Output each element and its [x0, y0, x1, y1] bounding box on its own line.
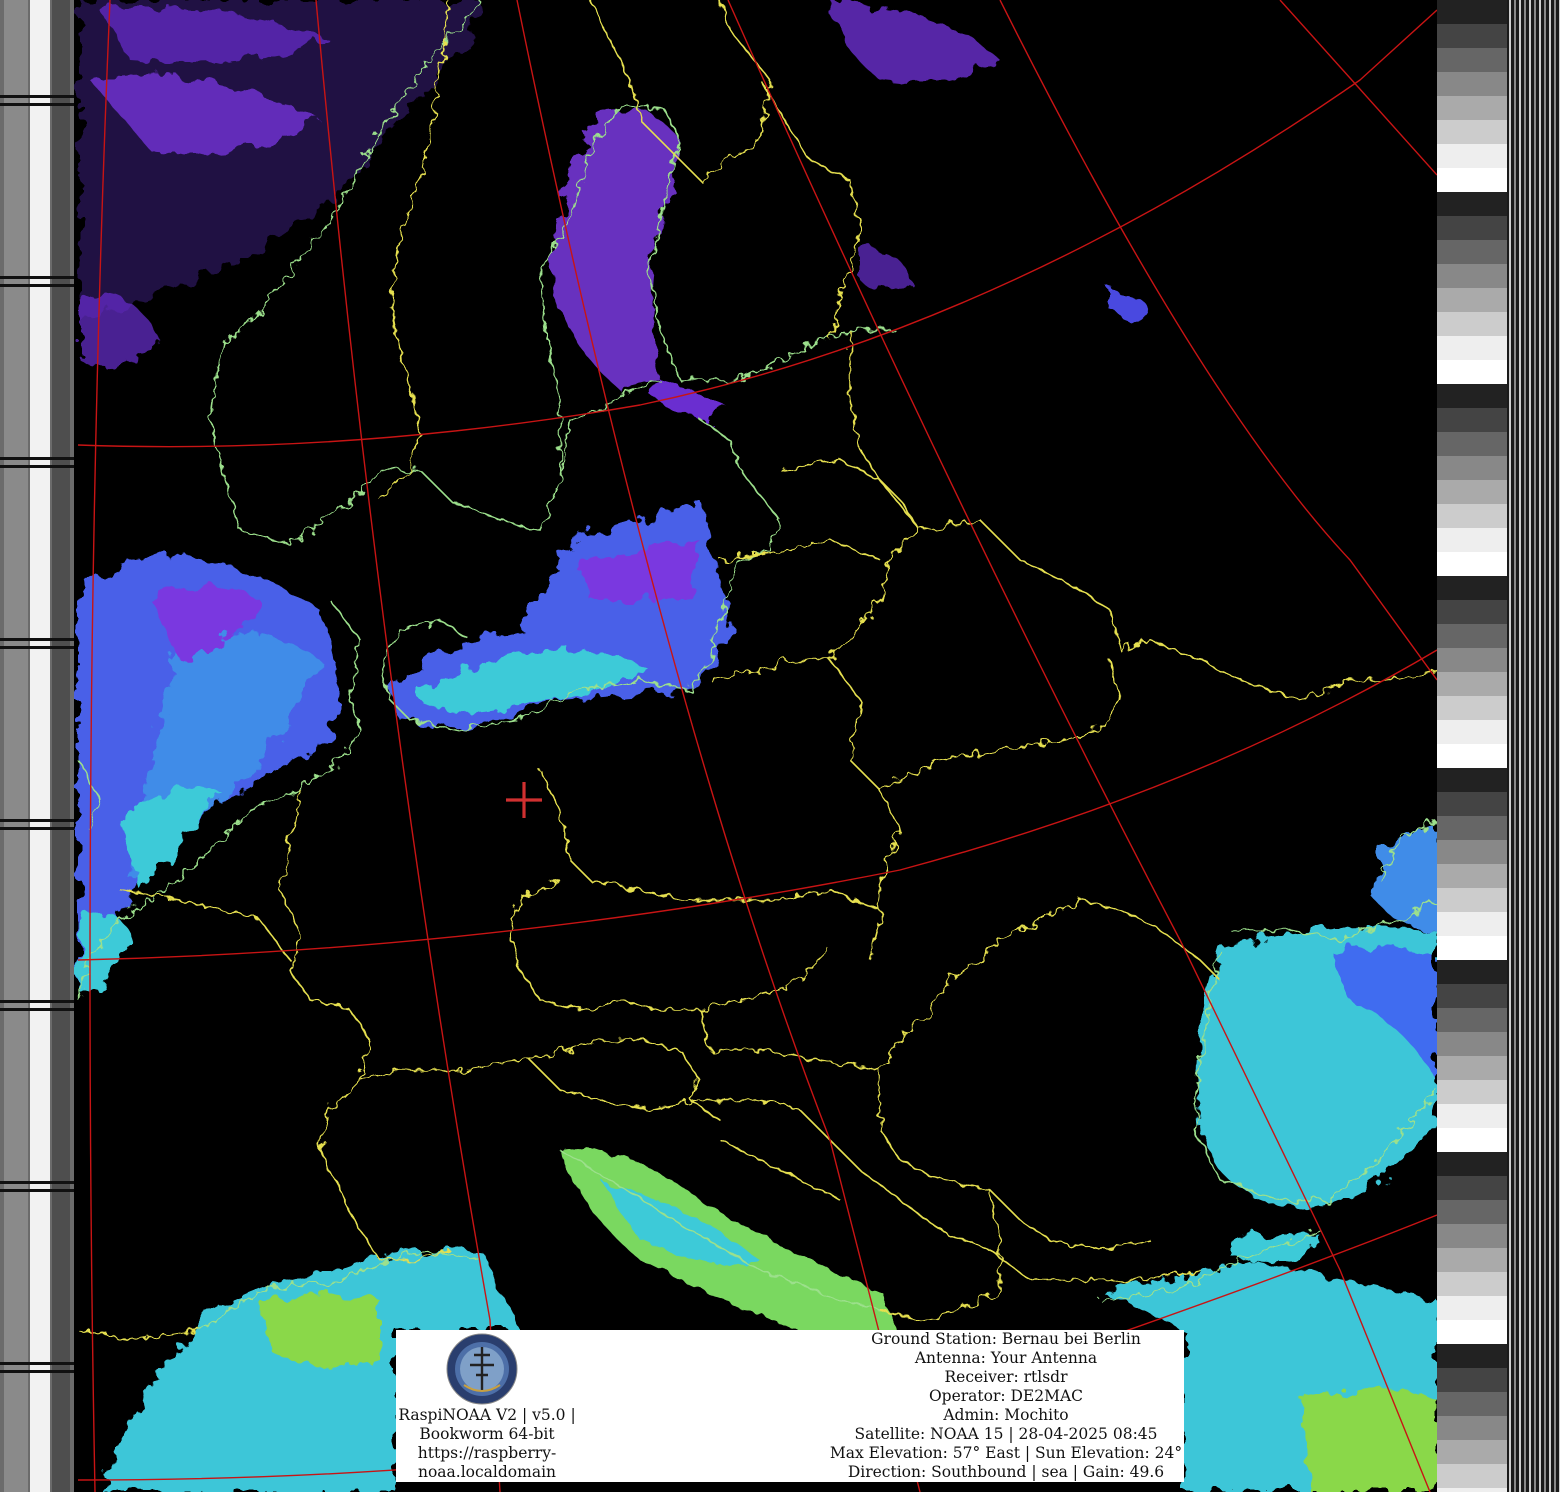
elevation-label: Max Elevation: 57° East | Sun Elevation: 24° — [829, 1444, 1183, 1462]
ground-station-label: Ground Station: Bernau bei Berlin — [871, 1330, 1141, 1348]
os-version: Bookworm 64-bit — [419, 1425, 555, 1443]
url-part-1: https://raspberry- — [417, 1444, 557, 1462]
map-canvas — [74, 0, 1437, 1492]
operator-label: Operator: DE2MAC — [928, 1387, 1084, 1405]
software-version: RaspiNOAA V2 | v5.0 | — [398, 1406, 576, 1424]
software-info — [396, 1406, 578, 1482]
admin-label: Admin: Mochito — [943, 1406, 1069, 1424]
antenna-label: Antenna: Your Antenna — [914, 1349, 1098, 1367]
receiver-label: Receiver: rtlsdr — [944, 1368, 1068, 1386]
raspinoaa-logo-icon — [446, 1333, 518, 1405]
station-info — [806, 1330, 1206, 1482]
telemetry-strip-right — [1437, 0, 1560, 1492]
satellite-label: Satellite: NOAA 15 | 28-04-2025 08:45 — [854, 1425, 1158, 1443]
info-overlay — [396, 1330, 1184, 1482]
telemetry-strip-left — [0, 0, 74, 1492]
direction-label: Direction: Southbound | sea | Gain: 49.6 — [847, 1463, 1165, 1481]
url-part-2: noaa.localdomain — [417, 1463, 557, 1481]
